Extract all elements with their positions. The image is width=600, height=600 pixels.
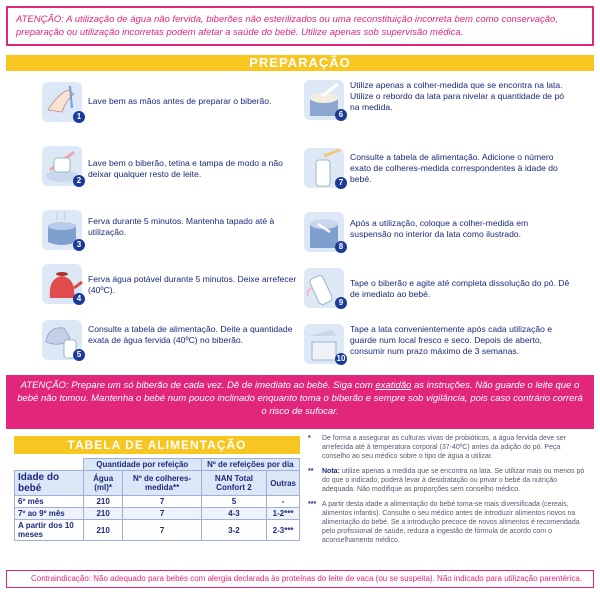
warning-bottom-box <box>6 375 594 429</box>
feeding-table-title: TABELA DE ALIMENTAÇÃO <box>14 436 300 454</box>
cell-water: 210 <box>83 520 123 541</box>
footnote-marker: ** <box>308 468 314 475</box>
warning-bottom-emphasis: exatidão <box>375 380 412 391</box>
footnote-text: utilize apenas a medida que se encontra na lata. Se utilizar mais ou menos pó do que o indicado, poderá levar à desidratação ou privar o bebé da nutrição adequada. Não modifique as proporções sem conselho médico. <box>322 468 585 493</box>
col-header-nan: NAN Total Confort 2 <box>201 471 266 496</box>
group-header-meals: Nº de refeições por dia <box>201 459 299 471</box>
step-number: 3 <box>73 239 85 251</box>
table-corner <box>15 459 84 471</box>
warning-top-box <box>6 6 594 46</box>
step-number: 2 <box>73 175 85 187</box>
prep-step-7 <box>302 146 572 190</box>
cell-nan: 5 <box>201 496 266 508</box>
cell-scoops: 7 <box>123 496 201 508</box>
preparation-title: PREPARAÇÃO <box>6 55 594 71</box>
step-text: Após a utilização, coloque a colher-medida em suspensão no interior da lata como ilustrado. <box>350 218 529 239</box>
prep-step-4 <box>40 262 310 306</box>
step-number: 5 <box>73 349 85 361</box>
cell-age: 6º mês <box>15 496 84 508</box>
cell-nan: 3-2 <box>201 520 266 541</box>
step-text: Utilize apenas a colher-medida que se encontra na lata. Utilize o rebordo da lata para nivelar a quantidade de pó na medida. <box>350 80 565 112</box>
table-row <box>15 496 300 508</box>
footnote-text: A partir desta idade a alimentação do bebé toma-se mais diversificada (cereais, alimentos infantis). Consulte o seu médico antes de introduzir alimentos novos na alimentação do bebé. Se a introdução precoce de novos alimentos é recomendada pelo profissional de saúde, reduza a ingestão de fórmula de acordo com o aconselhamento médico. <box>322 501 580 544</box>
prep-step-5 <box>40 318 310 362</box>
step-text: Lave bem as mãos antes de preparar o biberão. <box>88 96 272 106</box>
step-number: 1 <box>73 111 85 123</box>
step-text: Lave bem o biberão, tetina e tampa de modo a não deixar qualquer resto de leite. <box>88 158 283 179</box>
prep-step-2 <box>40 144 310 188</box>
step-text: Consulte a tabela de alimentação. Adicione o número exato de colheres-medida correspondentes à idade do bebé. <box>350 152 558 184</box>
prep-step-9 <box>302 266 572 310</box>
prep-step-1 <box>40 80 310 124</box>
step-number: 8 <box>335 241 347 253</box>
contraindication-text: Contraindicação: Não adequado para bebés com alergia declarada às proteínas do leite de vaca (ou se suspeita). Não indicado para utilização parentérica. <box>31 574 583 583</box>
step-text: Ferva água potável durante 5 minutos. Deixe arrefecer (40ºC). <box>88 274 297 295</box>
col-header-water: Água (ml)* <box>83 471 123 496</box>
table-row <box>15 508 300 520</box>
footnote-marker: * <box>308 435 311 442</box>
cell-age: 7º ao 9º mês <box>15 508 84 520</box>
step-text: Tape o biberão e agite até completa dissolução do pó. Dê de imediato ao bebé. <box>350 278 570 299</box>
cell-water: 210 <box>83 496 123 508</box>
footnote <box>308 434 590 461</box>
feeding-table <box>14 458 300 541</box>
cell-water: 210 <box>83 508 123 520</box>
table-row <box>15 520 300 541</box>
warning-top-text: ATENÇÃO: A utilização de água não fervida, biberões não esterilizados ou uma reconstituição incorreta bem como conservação, preparação ou utilização incorretas podem afetar a saúde do bebé. Utilize apenas sob supervisão médica. <box>16 14 558 38</box>
step-number: 7 <box>335 177 347 189</box>
step-text: Consulte a tabela de alimentação. Deite a quantidade exata de água fervida (40ºC) no biberão. <box>88 324 293 345</box>
prep-step-6 <box>302 78 572 122</box>
footnote <box>308 467 590 494</box>
group-header-quantity: Quantidade por refeição <box>83 459 201 471</box>
contraindication-box <box>6 570 594 588</box>
footnote <box>308 500 590 545</box>
cell-nan: 4-3 <box>201 508 266 520</box>
cell-scoops: 7 <box>123 508 201 520</box>
cell-scoops: 7 <box>123 520 201 541</box>
step-number: 10 <box>336 354 346 363</box>
cell-others: 2-3*** <box>267 520 300 541</box>
warning-bottom-text-2: as instruções. Não guarde o leite que o bebé não tomou. Mantenha o bebé num pouco inclinado enquanto toma o biberão e sempre sob vigilância, pois caso contrário correrá o risco de sufocar. <box>17 380 583 417</box>
col-header-others: Outras <box>267 471 300 496</box>
prep-step-3 <box>40 208 310 252</box>
step-number: 6 <box>335 109 347 121</box>
cell-others: 1-2*** <box>267 508 300 520</box>
prep-step-10 <box>302 322 572 366</box>
footnotes <box>308 434 590 551</box>
warning-bottom-text-1: ATENÇÃO: Prepare um só biberão de cada vez. Dê de imediato ao bebé. Siga com <box>20 380 376 391</box>
step-number: 9 <box>335 297 347 309</box>
footnote-text: De forma a assegurar as culturas vivas de probióticos, a água fervida deve ser arrefecida até à temperatura corporal (37-40ºC) antes da adição do pó. Peça conselho ao seu médico sobre o tipo de água a utilizar. <box>322 435 566 460</box>
col-header-scoops: Nº de colheres-medida** <box>123 471 201 496</box>
cell-others: - <box>267 496 300 508</box>
footnote-label: Nota: <box>322 468 340 475</box>
footnote-marker: *** <box>308 501 317 508</box>
step-text: Ferva durante 5 minutos. Mantenha tapado até à utilização. <box>88 216 275 237</box>
cell-age: A partir dos 10 meses <box>15 520 84 541</box>
step-number: 4 <box>73 293 85 305</box>
col-header-age: Idade do bebé <box>15 471 84 496</box>
prep-step-8 <box>302 210 572 254</box>
step-text: Tape a lata convenientemente após cada utilização e guarde num local fresco e seco. Depois de aberto, consumir num prazo máximo de 3 semanas. <box>350 324 553 356</box>
